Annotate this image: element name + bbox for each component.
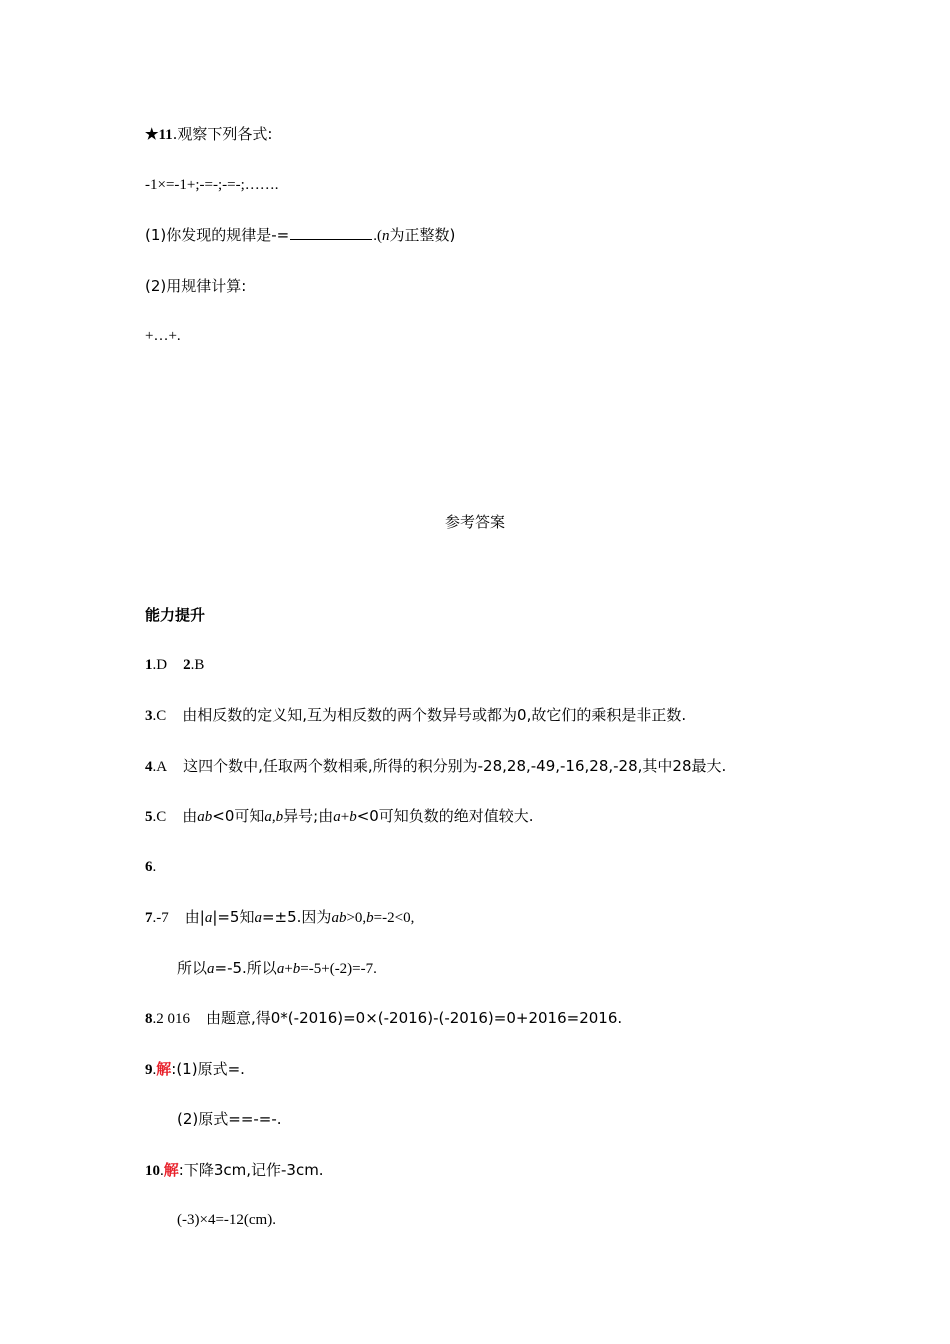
variable-ab: ab	[331, 910, 347, 926]
answers-title: 参考答案	[444, 513, 505, 531]
answer-explanation: 由相反数的定义知,互为相反数的两个数异号或都为0,故它们的乘积是非正数.	[182, 706, 687, 724]
q11-part1	[145, 225, 455, 246]
answer-number: 4	[145, 759, 153, 775]
q11-part2-expression: +…+.	[145, 328, 181, 344]
answer-5	[145, 806, 534, 827]
answer-number: 6	[145, 859, 153, 875]
answer-text: .	[160, 1163, 164, 1179]
answer-text: =-5.所以	[214, 959, 277, 977]
section-heading: 能力提升	[145, 606, 206, 624]
variable-b: b	[349, 809, 357, 825]
answer-choice: .D	[152, 657, 168, 673]
answer-text: :(1)原式=.	[171, 1060, 245, 1078]
q11-part1-suffix: 为正整数)	[389, 226, 456, 244]
answer-text: =±5.因为	[261, 908, 332, 926]
answer-7-continued	[177, 958, 377, 979]
q11-title: .观察下列各式:	[172, 125, 273, 143]
answer-number: 3	[145, 708, 153, 724]
solution-label: 解	[163, 1161, 179, 1179]
answer-number: 10	[145, 1163, 160, 1179]
variable-a: a	[276, 961, 285, 977]
answer-text: =-5+(-2)=-7.	[300, 961, 377, 977]
answer-explanation: 这四个数中,任取两个数相乘,所得的积分别为-28,28,-49,-16,28,-28,其中28最大.	[183, 757, 727, 775]
answer-text: 异号;由	[283, 807, 334, 825]
answer-6	[145, 857, 156, 877]
variable-a: a	[264, 809, 272, 825]
answer-10-continued: (-3)×4=-12(cm).	[177, 1212, 276, 1228]
answer-10	[145, 1160, 324, 1181]
answer-text: +	[340, 809, 350, 825]
variable-b: b	[275, 809, 284, 825]
answer-1-2	[145, 655, 204, 675]
answer-explanation: 由题意,得0*(-2016)=0×(-2016)-(-2016)=0+2016=2016.	[206, 1009, 623, 1027]
answer-text: <0可知	[212, 807, 265, 825]
q11-title-line	[145, 124, 272, 145]
variable-n: n	[381, 228, 390, 244]
answer-value: .-7	[152, 910, 169, 926]
answer-text: <0可知负数的绝对值较大.	[356, 807, 534, 825]
answer-8	[145, 1008, 622, 1029]
q11-part1-prefix: (1)你发现的规律是-=	[145, 226, 290, 244]
q11-number: ★11	[145, 127, 173, 143]
variable-a: a	[254, 910, 262, 926]
solution-label: 解	[156, 1060, 172, 1078]
answer-text: ,	[271, 809, 276, 825]
answer-text: =-2<0,	[373, 910, 415, 926]
variable-a: a	[207, 961, 215, 977]
answer-text: 由	[182, 807, 198, 825]
variable-ab: ab	[197, 809, 213, 825]
q11-pattern: -1×=-1+;-=-;-=-;…….	[145, 177, 279, 193]
answer-text: >0,	[346, 910, 367, 926]
answer-number: 8	[145, 1011, 153, 1027]
answer-text: +	[284, 961, 293, 977]
answer-text: 所以	[177, 959, 208, 977]
variable-a: a	[204, 910, 213, 926]
answer-text: .	[152, 859, 157, 875]
answer-text: .	[152, 1062, 157, 1078]
answer-text: |=5知	[212, 908, 255, 926]
answer-value: .2 016	[152, 1011, 190, 1027]
variable-a: a	[333, 809, 341, 825]
answer-number: 2	[183, 657, 191, 673]
answer-3	[145, 705, 686, 726]
q11-part1-open: .(	[373, 228, 382, 244]
answer-9-part2: (2)原式==-=-.	[177, 1110, 282, 1128]
answer-7	[145, 907, 414, 928]
answer-choice: .C	[152, 708, 167, 724]
answer-blank	[290, 225, 372, 240]
q11-part2: (2)用规律计算:	[145, 277, 247, 295]
answer-text: 由|	[184, 908, 205, 926]
answer-number: 9	[145, 1062, 153, 1078]
answer-9	[145, 1059, 245, 1080]
answer-choice: .A	[152, 759, 168, 775]
answer-4	[145, 756, 726, 777]
variable-b: b	[366, 910, 374, 926]
answer-choice: .C	[152, 809, 167, 825]
answer-number: 5	[145, 809, 153, 825]
answer-text: :下降3cm,记作-3cm.	[178, 1161, 324, 1179]
answer-number: 7	[145, 910, 153, 926]
variable-b: b	[292, 961, 301, 977]
answer-number: 1	[145, 657, 153, 673]
answer-choice: .B	[190, 657, 205, 673]
